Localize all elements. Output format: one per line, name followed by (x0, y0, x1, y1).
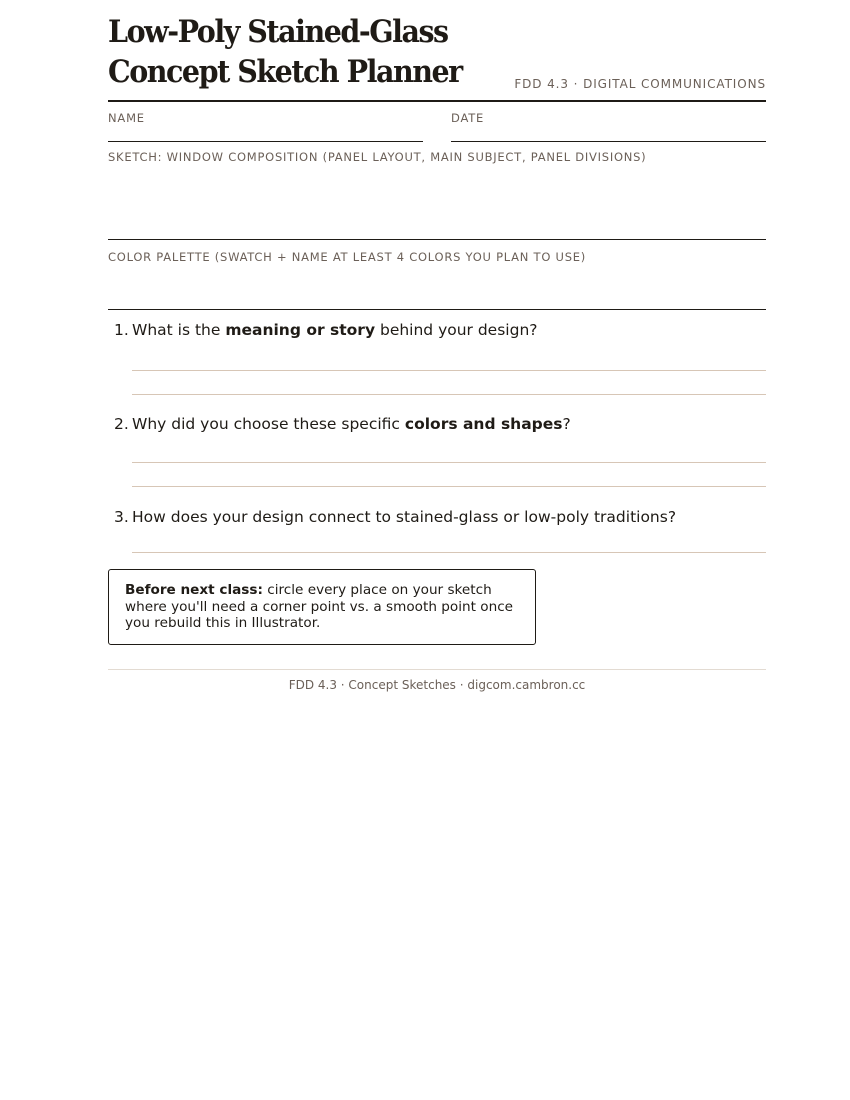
page-header (108, 12, 766, 102)
name-label: NAME (108, 111, 145, 125)
question-emphasis: colors and shapes (404, 415, 563, 433)
page-footer: FDD 4.3 · Concept Sketches · digcom.cambron.cc (108, 669, 766, 692)
question-number: 1. (114, 321, 129, 339)
answer-line[interactable] (132, 371, 766, 395)
answer-line[interactable] (132, 463, 766, 487)
question-number: 3. (114, 508, 129, 526)
sketch-area[interactable] (108, 141, 766, 240)
question-2 (108, 412, 766, 487)
question-number: 2. (114, 415, 129, 433)
before-next-class-note (108, 569, 536, 645)
question-1 (108, 318, 766, 395)
title-line-1: Low-Poly Stained-Glass (108, 14, 448, 50)
note-heading: Before next class: (125, 582, 263, 598)
question-list (108, 318, 766, 553)
answer-line[interactable] (132, 529, 766, 553)
sketch-label: SKETCH: WINDOW COMPOSITION (PANEL LAYOUT, MAIN SUBJECT, PANEL DIVISIONS) (108, 150, 647, 164)
course-label: FDD 4.3 · DIGITAL COMMUNICATIONS (514, 77, 766, 91)
question-emphasis: meaning or story (225, 321, 376, 339)
answer-line[interactable] (132, 342, 766, 371)
color-palette-label: COLOR PALETTE (SWATCH + NAME AT LEAST 4 COLORS YOU PLAN TO USE) (108, 250, 587, 264)
date-label: DATE (451, 111, 485, 125)
question-text: How does your design connect to stained-glass or low-poly traditions? (132, 508, 677, 526)
question-text: What is the meaning or story behind your design? (132, 321, 538, 339)
question-3 (108, 505, 766, 553)
student-fields (108, 102, 766, 141)
worksheet (108, 12, 766, 692)
note-text: circle every place on your sketch where you'll need a corner point vs. a smooth point once you rebuild this in Illustrator. (125, 582, 514, 631)
date-field[interactable] (451, 102, 766, 142)
answer-line[interactable] (132, 436, 766, 463)
color-palette-area[interactable] (108, 240, 766, 310)
question-text: Why did you choose these specific colors and shapes? (132, 415, 571, 433)
name-field[interactable] (108, 102, 423, 142)
title-line-2: Concept Sketch Planner (108, 54, 462, 90)
